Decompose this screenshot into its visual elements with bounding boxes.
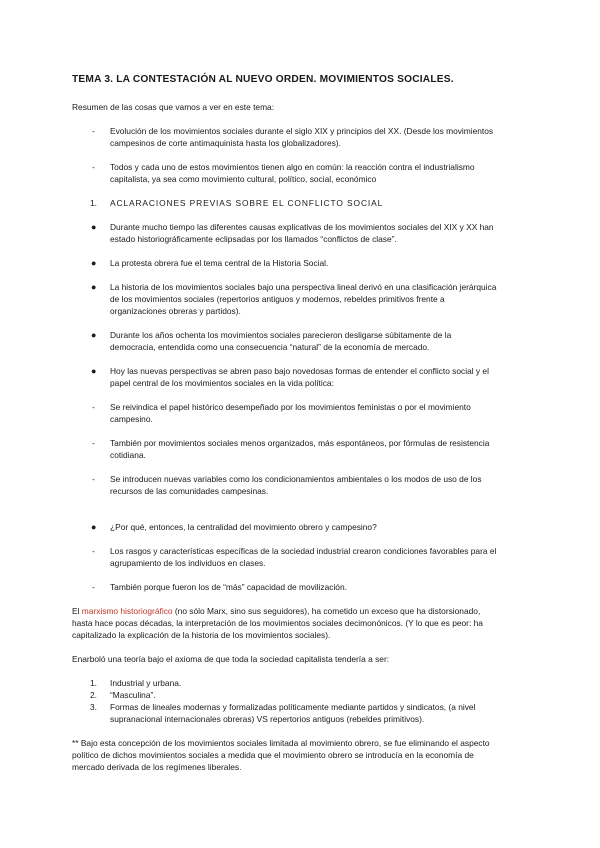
theory-intro: Enarboló una teoría bajo el axioma de que toda la sociedad capitalista tendería a ser: — [72, 654, 390, 664]
marxism-highlight: marxismo historiográfico — [81, 606, 173, 616]
bullet-3-line-3: organizaciones obreras y partidos). — [110, 306, 241, 316]
bullet-3-line-2: de los movimientos sociales (repertorios antiguos y modernos, rebeldes primitivos frente a — [110, 294, 445, 304]
summary-item-2-line-1: Todos y cada uno de estos movimientos tienen algo en común: la reacción contra el industrialismo — [110, 162, 475, 172]
sub-item-1-line-1: Se reivindica el papel histórico desempeñado por los movimientos feministas o por el movimiento — [110, 402, 471, 412]
dash-marker: - — [92, 582, 95, 592]
bullet-1-line-1: Durante mucho tiempo las diferentes causas explicativas de los movimientos sociales del XIX y XX han — [110, 222, 494, 232]
footnote-line-1: ** Bajo esta concepción de los movimientos sociales limitada al movimiento obrero, se fue eliminando el aspecto — [72, 738, 490, 748]
bullet-3-line-1: La historia de los movimientos sociales bajo una perspectiva lineal derivó en una clasificación jerárquica — [110, 282, 497, 292]
answer-1-line-2: agrupamiento de los individuos en clases. — [110, 558, 266, 568]
intro-text: Resumen de las cosas que vamos a ver en este tema: — [72, 102, 275, 112]
bullet-marker: ● — [91, 222, 97, 232]
bullet-marker: ● — [91, 258, 97, 268]
bullet-marker: ● — [91, 330, 97, 340]
marxism-paragraph-line-2: hasta hace pocas décadas, la interpretación de los movimientos sociales decimonónicos. (Y lo que es peor: ha — [72, 618, 483, 628]
sub-item-2-line-1: También por movimientos sociales menos organizados, más espontáneos, por fórmulas de resistencia — [110, 438, 490, 448]
bullet-marker: ● — [91, 522, 97, 532]
marxism-paragraph-line-3: capitalizado la explicación de la historia de los movimientos sociales). — [72, 630, 331, 640]
theory-item-2: “Masculina”. — [110, 690, 156, 700]
summary-item-1-line-1: Evolución de los movimientos sociales durante el siglo XIX y principios del XX. (Desde los movimientos — [110, 126, 494, 136]
bullet-marker: ● — [91, 366, 97, 376]
bullet-5-line-1: Hoy las nuevas perspectivas se abren paso bajo novedosas formas de entender el conflicto social y el — [110, 366, 489, 376]
answer-1-line-1: Los rasgos y características específicas de la sociedad industrial crearon condiciones favorables para el — [110, 546, 497, 556]
theory-item-3-line-1: Formas de lineales modernas y formalizadas políticamente mediante partidos y sindicatos, (a nivel — [110, 702, 476, 712]
theory-item-number: 3. — [90, 702, 97, 712]
section-heading: ACLARACIONES PREVIAS SOBRE EL CONFLICTO SOCIAL — [110, 198, 384, 208]
footnote-line-3: mercado derivada de los regímenes liberales. — [72, 762, 242, 772]
question-text: ¿Por qué, entonces, la centralidad del movimiento obrero y campesino? — [110, 522, 377, 532]
dash-marker: - — [92, 474, 95, 484]
theory-item-number: 1. — [90, 678, 97, 688]
document-title: TEMA 3. LA CONTESTACIÓN AL NUEVO ORDEN. MOVIMIENTOS SOCIALES. — [72, 74, 454, 85]
marxism-post: (no sólo Marx, sino sus seguidores), ha cometido un exceso que ha distorsionado, — [172, 606, 481, 616]
sub-item-3-line-1: Se introducen nuevas variables como los condicionamientos ambientales o los modos de uso de los — [110, 474, 482, 484]
summary-item-2-line-2: capitalista, ya sea como movimiento cultural, político, social, económico — [110, 174, 377, 184]
bullet-marker: ● — [91, 282, 97, 292]
bullet-5-line-2: papel central de los movimientos sociales en la vida política: — [110, 378, 334, 388]
theory-item-number: 2. — [90, 690, 97, 700]
theory-item-3-line-2: supranacional internacionales obreras) VS repertorios antiguos (rebeldes primitivos). — [110, 714, 425, 724]
sub-item-2-line-2: cotidiana. — [110, 450, 146, 460]
answer-2-line-1: También porque fueron los de “más” capacidad de movilización. — [110, 582, 347, 592]
summary-item-1-line-2: campesinos de corte antimaquinista hasta los globalizadores). — [110, 138, 341, 148]
dash-marker: - — [92, 162, 95, 172]
footnote-line-2: político de dichos movimientos sociales a medida que el movimiento obrero se introducía en la economía de — [72, 750, 474, 760]
dash-marker: - — [92, 402, 95, 412]
bullet-1-line-2: estado historiográficamente eclipsadas por los llamados “conflictos de clase”. — [110, 234, 397, 244]
marxism-paragraph-line-1 — [72, 606, 480, 617]
section-number: 1. — [90, 198, 97, 208]
dash-marker: - — [92, 126, 95, 136]
dash-marker: - — [92, 438, 95, 448]
theory-item-1: Industrial y urbana. — [110, 678, 182, 688]
bullet-2-line-1: La protesta obrera fue el tema central de la Historia Social. — [110, 258, 329, 268]
bullet-4-line-2: democracia, entendida como una consecuencia “natural” de la economía de mercado. — [110, 342, 430, 352]
marxism-pre: El — [72, 606, 82, 616]
sub-item-3-line-2: recursos de las comunidades campesinas. — [110, 486, 269, 496]
bullet-4-line-1: Durante los años ochenta los movimientos sociales parecieron desligarse súbitamente de la — [110, 330, 452, 340]
dash-marker: - — [92, 546, 95, 556]
sub-item-1-line-2: campesino. — [110, 414, 153, 424]
